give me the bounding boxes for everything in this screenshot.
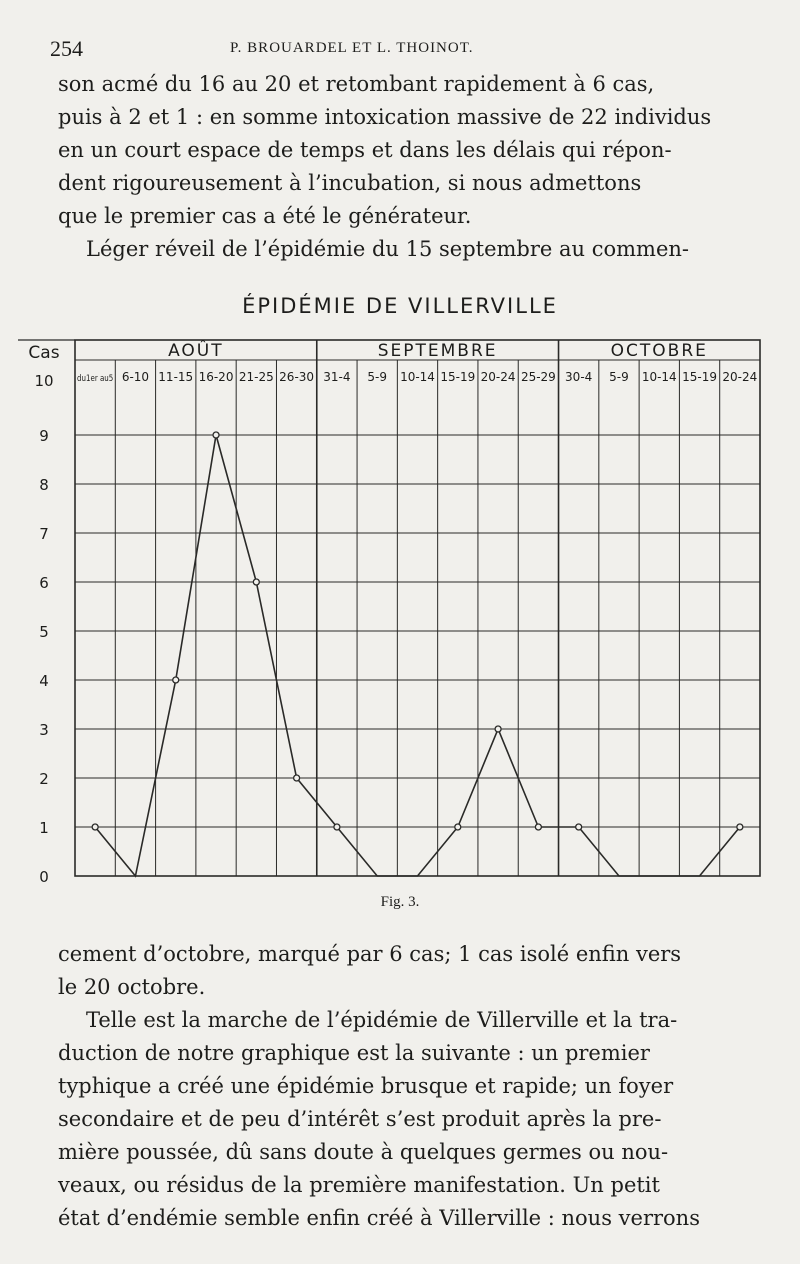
period-tick-label: 26-30 xyxy=(279,370,315,384)
data-point xyxy=(213,432,219,438)
epidemic-chart xyxy=(0,334,800,884)
data-point xyxy=(495,726,501,732)
period-tick-label: 15-19 xyxy=(440,370,476,384)
period-tick-label: 5-9 xyxy=(367,370,388,384)
data-point xyxy=(253,579,259,585)
text-line: duction de notre graphique est la suivante : un premier xyxy=(58,1041,650,1065)
data-point xyxy=(92,824,98,830)
text-line: son acmé du 16 au 20 et retombant rapidement à 6 cas, xyxy=(58,72,655,96)
bottom-paragraph xyxy=(58,938,734,1235)
month-label: SEPTEMBRE xyxy=(377,341,498,361)
text-line: typhique a créé une épidémie brusque et rapide; un foyer xyxy=(58,1074,674,1098)
text-line: cement d’octobre, marqué par 6 cas; 1 cas isolé enfin vers xyxy=(58,942,682,966)
data-point xyxy=(535,824,541,830)
y-tick-label: 7 xyxy=(39,525,49,543)
y-tick-label: 5 xyxy=(39,623,49,641)
period-tick-label: 11-15 xyxy=(158,370,194,384)
y-axis-title: Cas xyxy=(28,343,60,363)
page-number: 254 xyxy=(50,36,83,61)
data-point xyxy=(737,824,743,830)
data-point xyxy=(173,677,179,683)
period-tick-label: 20-24 xyxy=(722,370,758,384)
y-tick-label: 2 xyxy=(39,770,49,788)
text-line: Léger réveil de l’épidémie du 15 septembre au commen- xyxy=(86,237,690,261)
period-tick-label: 25-29 xyxy=(520,370,556,384)
period-tick-label: 21-25 xyxy=(238,370,274,384)
period-tick-label: 10-14 xyxy=(400,370,435,384)
text-line: Telle est la marche de l’épidémie de Villerville et la tra- xyxy=(86,1008,678,1032)
period-tick-label: 5-9 xyxy=(609,370,629,384)
period-tick-label: 6-10 xyxy=(121,370,150,384)
period-tick-label: 20-24 xyxy=(480,370,516,384)
y-tick-label: 8 xyxy=(39,476,49,494)
month-label: OCTOBRE xyxy=(610,341,708,361)
y-tick-label: 3 xyxy=(39,721,49,739)
text-line: secondaire et de peu d’intérêt s’est produit après la pre- xyxy=(58,1107,662,1131)
text-line: état d’endémie semble enfin créé à Villerville : nous verrons xyxy=(58,1206,700,1230)
text-line: veaux, ou résidus de la première manifestation. Un petit xyxy=(58,1173,660,1197)
month-label: AOÛT xyxy=(168,341,224,361)
period-tick-label: 31-4 xyxy=(323,370,351,384)
period-tick-label: du1er au5 xyxy=(77,374,114,384)
period-tick-label: 16-20 xyxy=(198,370,234,384)
text-line: le 20 octobre. xyxy=(58,975,206,999)
y-tick-label: 10 xyxy=(34,372,54,390)
text-line: mière poussée, dû sans doute à quelques germes ou nou- xyxy=(58,1140,669,1164)
data-point xyxy=(455,824,461,830)
data-point xyxy=(576,824,582,830)
text-line: en un court espace de temps et dans les délais qui répon- xyxy=(58,138,672,162)
y-tick-label: 6 xyxy=(39,574,49,592)
running-header xyxy=(50,36,750,66)
data-point xyxy=(334,824,340,830)
data-point xyxy=(294,775,300,781)
y-tick-label: 0 xyxy=(39,868,49,884)
y-tick-label: 4 xyxy=(39,672,49,690)
text-line: dent rigoureusement à l’incubation, si nous admettons xyxy=(58,171,642,195)
period-tick-label: 10-14 xyxy=(641,370,677,384)
series-line xyxy=(95,435,740,876)
chart-title: ÉPIDÉMIE DE VILLERVILLE xyxy=(242,294,558,318)
y-tick-label: 9 xyxy=(39,427,49,445)
figure-caption: Fig. 3. xyxy=(380,894,420,910)
period-tick-label: 30-4 xyxy=(565,370,593,384)
running-authors: P. BROUARDEL ET L. THOINOT. xyxy=(230,40,474,56)
period-tick-label: 15-19 xyxy=(682,370,717,384)
y-tick-label: 1 xyxy=(39,819,49,837)
top-paragraph xyxy=(58,68,734,266)
text-line: puis à 2 et 1 : en somme intoxication massive de 22 individus xyxy=(58,105,712,129)
text-line: que le premier cas a été le générateur. xyxy=(58,204,472,228)
chart-frame xyxy=(75,340,760,876)
